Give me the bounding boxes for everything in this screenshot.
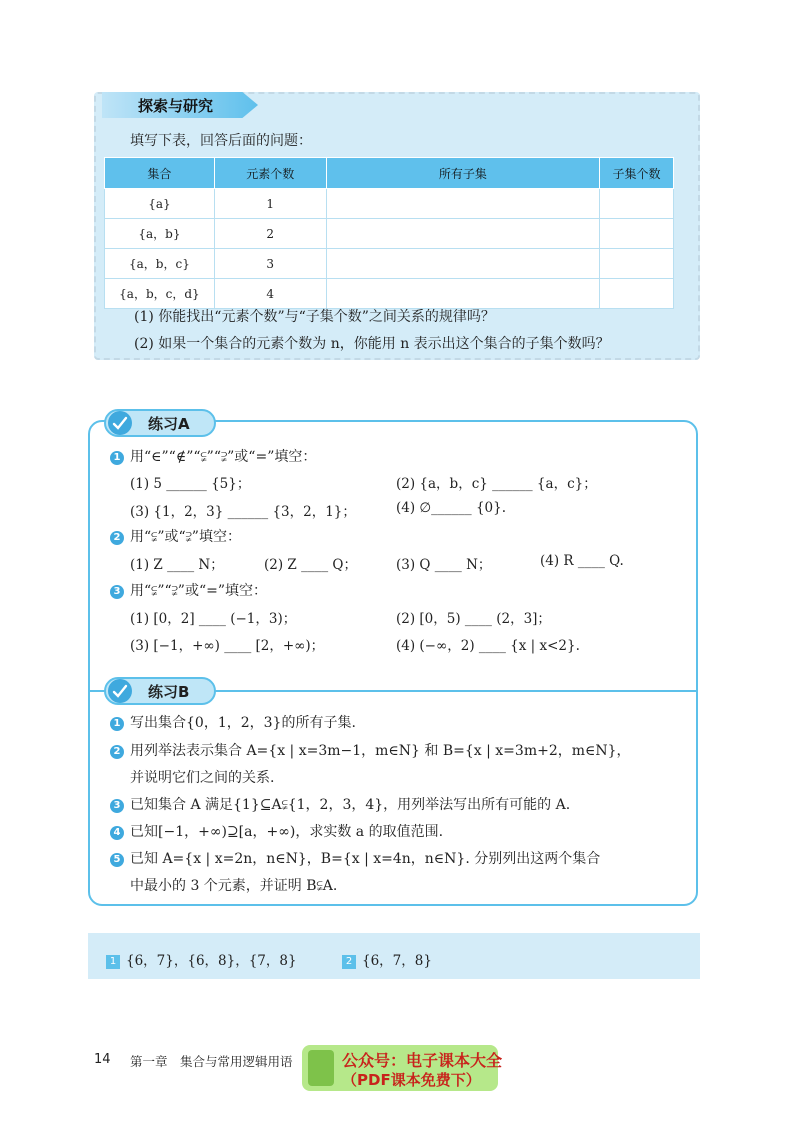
table-cell-subset-count[interactable]	[600, 279, 674, 309]
subsets-table	[104, 157, 674, 309]
pencil-check-icon	[108, 679, 132, 703]
problem-number-badge: 3	[110, 799, 124, 813]
table-cell-count: 2	[214, 219, 326, 249]
practice-b-problem-4	[110, 821, 443, 841]
table-row	[105, 189, 674, 219]
table-cell-set: {a，b，c}	[105, 249, 215, 279]
problem-text: 已知 A={x | x=2n，n∈N}，B={x | x=4n，n∈N}. 分别列出这两个集合	[130, 851, 601, 867]
practice-a-tab	[104, 409, 216, 437]
table-header: 所有子集	[326, 158, 599, 189]
problem-item: (3) Q ____ N；	[396, 557, 492, 573]
problem-continuation: 并说明它们之间的关系.	[130, 770, 275, 786]
problem-text: 用“⫋”或“⫌”填空：	[130, 529, 241, 545]
problem-number-badge: 2	[110, 531, 124, 545]
problem-item: (2) Z ____ Q；	[264, 557, 357, 573]
practice-b-problem-1	[110, 712, 356, 732]
problem-number-badge: 4	[110, 826, 124, 840]
table-cell-count: 1	[214, 189, 326, 219]
chapter-title: 第一章 集合与常用逻辑用语	[130, 1054, 293, 1069]
answer-number-badge: 1	[106, 955, 120, 969]
explore-intro: 填写下表，回答后面的问题：	[130, 133, 312, 149]
table-cell-set: {a，b，c，d}	[105, 279, 215, 309]
problem-item: (2) {a，b，c} ______ {a，c}；	[396, 476, 597, 492]
table-row	[105, 279, 674, 309]
table-cell-subset-count[interactable]	[600, 219, 674, 249]
problem-item: (4) R ____ Q.	[540, 553, 624, 569]
problem-text: 已知[−1，+∞)⊇[a，+∞)，求实数 a 的取值范围.	[130, 824, 444, 840]
table-cell-subsets[interactable]	[326, 249, 599, 279]
answer-number-badge: 2	[342, 955, 356, 969]
explore-question-1: (1) 你能找出“元素个数”与“子集个数”之间关系的规律吗？	[134, 309, 495, 325]
book-icon	[308, 1050, 334, 1086]
answer-text: {6，7}，{6，8}，{7，8}	[126, 953, 297, 969]
table-header: 集合	[105, 158, 215, 189]
table-header: 元素个数	[214, 158, 326, 189]
problem-item: (3) {1，2，3} ______ {3，2，1}；	[130, 504, 356, 520]
table-cell-subset-count[interactable]	[600, 189, 674, 219]
problem-text: 写出集合{0，1，2，3}的所有子集.	[130, 715, 356, 731]
table-header-row	[105, 158, 674, 189]
problem-continuation: 中最小的 3 个元素，并证明 B⫋A.	[130, 878, 338, 894]
practice-b-problem-2	[110, 740, 631, 760]
problem-item: (1) Z ____ N；	[130, 557, 224, 573]
practice-b-problem-5	[110, 848, 600, 868]
answer-item	[342, 949, 432, 969]
table-cell-set: {a}	[105, 189, 215, 219]
table-row	[105, 219, 674, 249]
explore-title: 探索与研究	[138, 97, 214, 115]
page-number: 14	[94, 1052, 111, 1067]
table-cell-count: 3	[214, 249, 326, 279]
problem-number-badge: 1	[110, 717, 124, 731]
practice-a-problem-3	[110, 580, 267, 600]
problem-item: (4) ∅______ {0}.	[396, 500, 507, 516]
practice-a-problem-2	[110, 526, 241, 546]
practice-b-tab	[104, 677, 216, 705]
table-cell-subset-count[interactable]	[600, 249, 674, 279]
problem-text: 用“∈”“∉”“⫋”“⫌”或“=”填空：	[130, 449, 317, 465]
practice-a-problem-1	[110, 446, 316, 466]
explore-question-2: (2) 如果一个集合的元素个数为 n，你能用 n 表示出这个集合的子集个数吗？	[134, 336, 610, 352]
table-cell-count: 4	[214, 279, 326, 309]
table-cell-subsets[interactable]	[326, 189, 599, 219]
problem-item: (1) [0，2] ____ (−1，3)；	[130, 611, 297, 627]
problem-number-badge: 1	[110, 451, 124, 465]
answer-item	[106, 949, 297, 969]
table-row	[105, 249, 674, 279]
problem-item: (3) [−1，+∞) ____ [2，+∞)；	[130, 638, 325, 654]
practice-a-label: 练习A	[148, 415, 190, 433]
problem-text: 用“⫋”“⫌”或“=”填空：	[130, 583, 267, 599]
table-cell-subsets[interactable]	[326, 279, 599, 309]
problem-number-badge: 2	[110, 745, 124, 759]
table-header: 子集个数	[600, 158, 674, 189]
answer-text: {6，7，8}	[362, 953, 432, 969]
problem-item: (4) (−∞，2) ____ {x | x<2}.	[396, 638, 580, 654]
table-cell-set: {a，b}	[105, 219, 215, 249]
problem-item: (1) 5 ______ {5}；	[130, 476, 251, 492]
practice-b-problem-3	[110, 794, 570, 814]
table-cell-subsets[interactable]	[326, 219, 599, 249]
promo-line-1: 公众号：电子课本大全	[342, 1051, 503, 1070]
practice-b-label: 练习B	[148, 683, 190, 701]
problem-text: 已知集合 A 满足{1}⊆A⫋{1，2，3，4}，用列举法写出所有可能的 A.	[130, 797, 571, 813]
problem-text: 用列举法表示集合 A={x | x=3m−1，m∈N} 和 B={x | x=3m+2，m∈N}，	[130, 743, 631, 759]
problem-item: (2) [0，5) ____ (2，3]；	[396, 611, 551, 627]
problem-number-badge: 3	[110, 585, 124, 599]
problem-number-badge: 5	[110, 853, 124, 867]
pencil-check-icon	[108, 411, 132, 435]
promo-line-2: （PDF课本免费下）	[342, 1071, 481, 1089]
